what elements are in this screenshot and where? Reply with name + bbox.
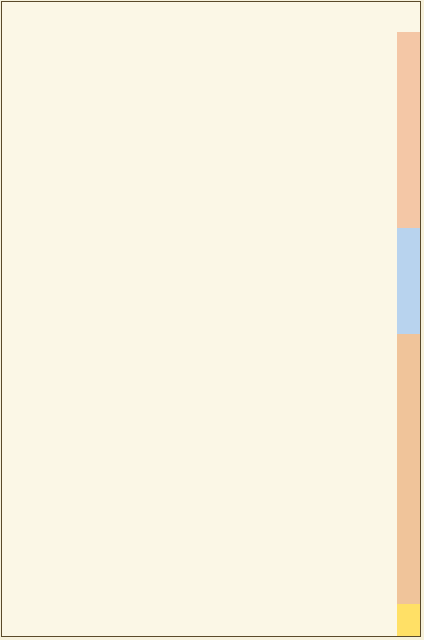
era-band-precambrian (397, 604, 420, 636)
header-era-period (292, 2, 420, 32)
header-start (252, 2, 292, 32)
era-band-paleozoic (397, 334, 420, 604)
era-band-mesozoic (397, 228, 420, 334)
geologic-timescale-table (1, 1, 421, 637)
header-life-evolution (112, 2, 252, 32)
era-band-cenozoic (397, 32, 420, 228)
